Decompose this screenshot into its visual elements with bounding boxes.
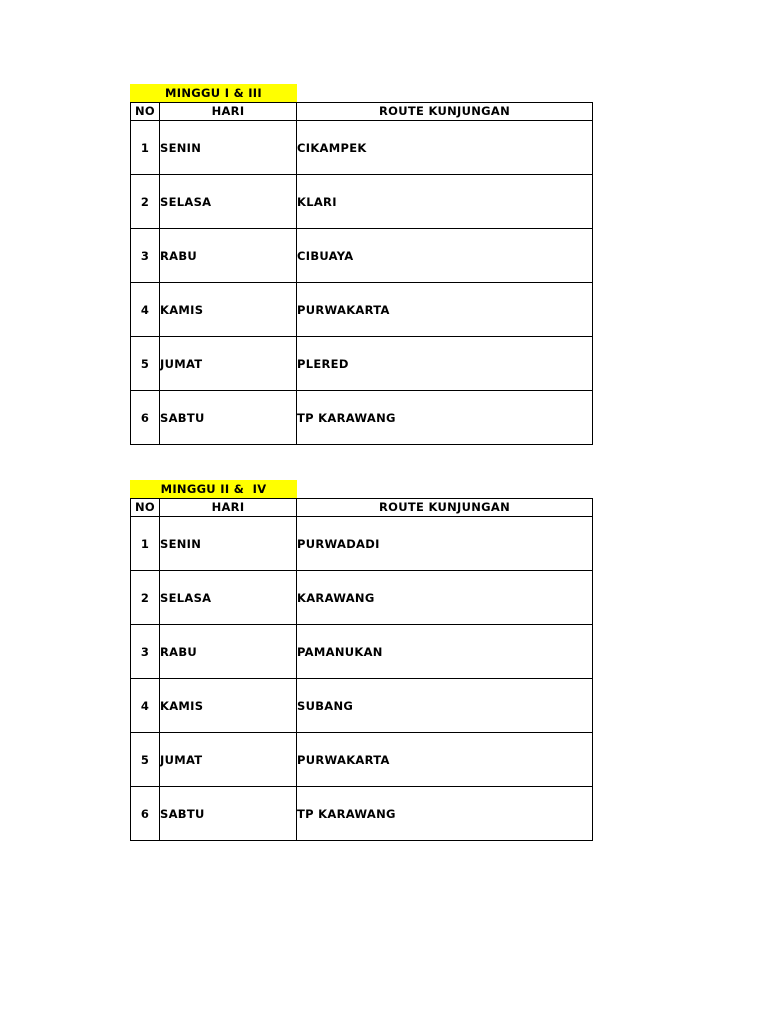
cell-no: 6 bbox=[131, 391, 160, 445]
cell-no: 2 bbox=[131, 175, 160, 229]
route-table bbox=[130, 498, 593, 841]
cell-no: 1 bbox=[131, 517, 160, 571]
cell-hari: SENIN bbox=[160, 517, 297, 571]
cell-route: PURWADADI bbox=[297, 517, 593, 571]
cell-no: 4 bbox=[131, 679, 160, 733]
table-row bbox=[131, 517, 593, 571]
header-route: ROUTE KUNJUNGAN bbox=[297, 103, 593, 121]
cell-route: PAMANUKAN bbox=[297, 625, 593, 679]
table-row bbox=[131, 337, 593, 391]
cell-route: KLARI bbox=[297, 175, 593, 229]
cell-route: CIBUAYA bbox=[297, 229, 593, 283]
cell-hari: SELASA bbox=[160, 175, 297, 229]
cell-hari: KAMIS bbox=[160, 283, 297, 337]
table-row bbox=[131, 283, 593, 337]
cell-route: SUBANG bbox=[297, 679, 593, 733]
cell-hari: KAMIS bbox=[160, 679, 297, 733]
cell-route: KARAWANG bbox=[297, 571, 593, 625]
cell-route: PLERED bbox=[297, 337, 593, 391]
cell-hari: RABU bbox=[160, 229, 297, 283]
cell-route: TP KARAWANG bbox=[297, 787, 593, 841]
cell-no: 5 bbox=[131, 337, 160, 391]
cell-hari: JUMAT bbox=[160, 337, 297, 391]
schedule-block-2 bbox=[130, 480, 592, 841]
header-hari: HARI bbox=[160, 103, 297, 121]
cell-hari: JUMAT bbox=[160, 733, 297, 787]
table-row bbox=[131, 679, 593, 733]
table-row bbox=[131, 733, 593, 787]
header-no: NO bbox=[131, 499, 160, 517]
schedule-block-1 bbox=[130, 84, 592, 445]
table-row bbox=[131, 625, 593, 679]
cell-no: 1 bbox=[131, 121, 160, 175]
cell-no: 2 bbox=[131, 571, 160, 625]
table-row bbox=[131, 571, 593, 625]
cell-no: 4 bbox=[131, 283, 160, 337]
table-row bbox=[131, 175, 593, 229]
cell-route: TP KARAWANG bbox=[297, 391, 593, 445]
week-label: MINGGU I & III bbox=[130, 84, 297, 102]
table-header-row bbox=[131, 499, 593, 517]
header-route: ROUTE KUNJUNGAN bbox=[297, 499, 593, 517]
route-table bbox=[130, 102, 593, 445]
table-row bbox=[131, 229, 593, 283]
cell-no: 5 bbox=[131, 733, 160, 787]
cell-no: 3 bbox=[131, 229, 160, 283]
table-row bbox=[131, 391, 593, 445]
cell-route: PURWAKARTA bbox=[297, 283, 593, 337]
cell-route: CIKAMPEK bbox=[297, 121, 593, 175]
header-hari: HARI bbox=[160, 499, 297, 517]
table-row bbox=[131, 121, 593, 175]
cell-no: 3 bbox=[131, 625, 160, 679]
cell-hari: SABTU bbox=[160, 787, 297, 841]
week-label: MINGGU II & IV bbox=[130, 480, 297, 498]
cell-route: PURWAKARTA bbox=[297, 733, 593, 787]
cell-hari: SENIN bbox=[160, 121, 297, 175]
cell-no: 6 bbox=[131, 787, 160, 841]
table-row bbox=[131, 787, 593, 841]
table-header-row bbox=[131, 103, 593, 121]
cell-hari: SABTU bbox=[160, 391, 297, 445]
cell-hari: SELASA bbox=[160, 571, 297, 625]
cell-hari: RABU bbox=[160, 625, 297, 679]
header-no: NO bbox=[131, 103, 160, 121]
